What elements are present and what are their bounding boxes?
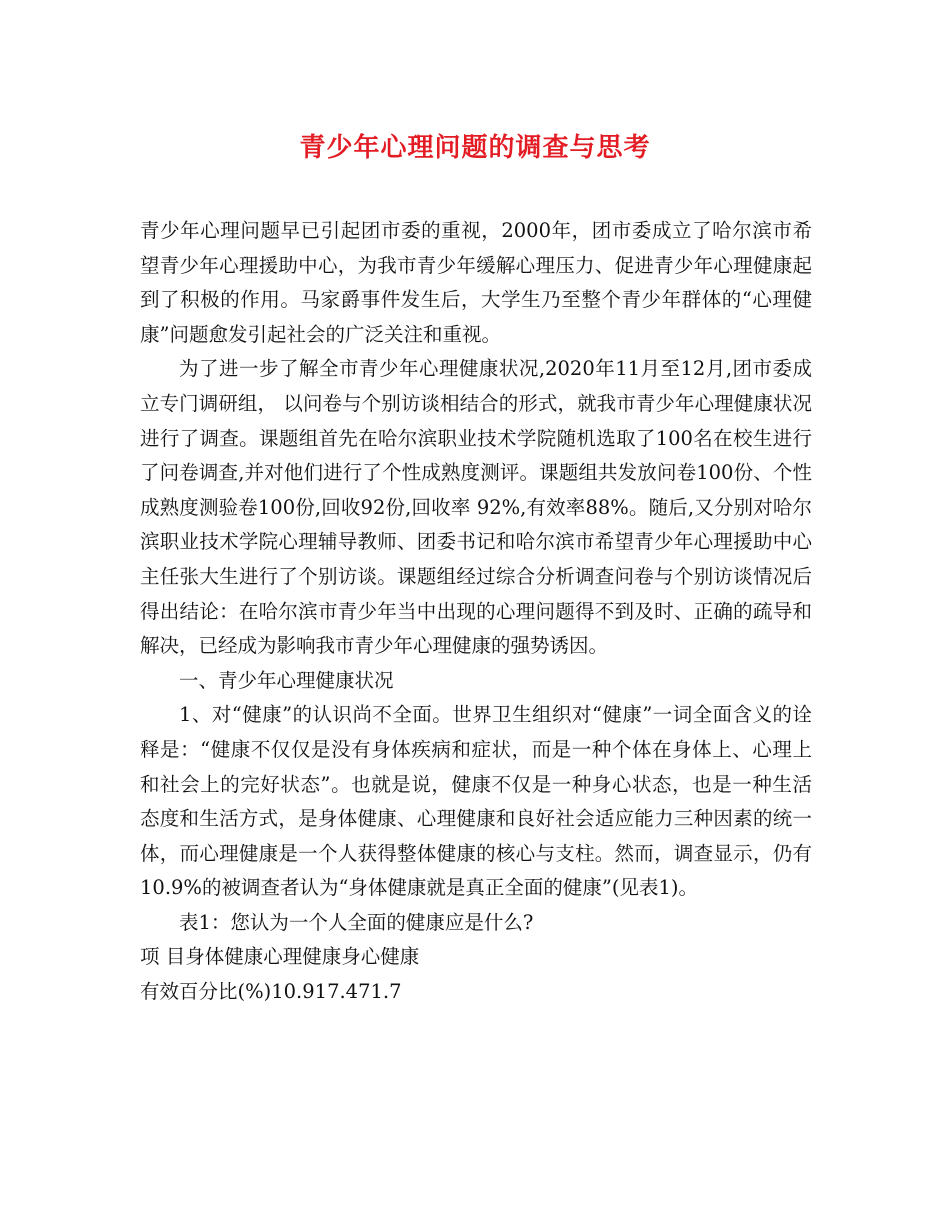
intro-paragraph: 青少年心理问题早已引起团市委的重视，2000年，团市委成立了哈尔滨市希望青少年心理援助中心，为我市青少年缓解心理压力、促进青少年心理健康起到了积极的作用。马家爵事件发生后，大学生乃至整个青少年群体的“心理健康”问题愈发引起社会的广泛关注和重视。: [140, 219, 812, 346]
health-awareness-paragraph: 1、对“健康”的认识尚不全面。世界卫生组织对“健康”一词全面含义的诠释是：“健康不仅仅是没有身体疾病和症状，而是一种个体在身体上、心理上和社会上的完好状态”。也就是说，健康不仅是一种身心状态，也是一种生活态度和生活方式，是身体健康、心理健康和良好社会适应能力三种因素的统一体，而心理健康是一个人获得整体健康的核心与支柱。然而，调查显示，仍有10.9%的被调查者认为“身体健康就是真正全面的健康”(见表1)。: [140, 703, 812, 900]
table-caption: 表1：您认为一个人全面的健康应是什么?: [179, 910, 534, 934]
table-header-row: 项 目身体健康心理健康身心健康: [140, 945, 420, 969]
document-body: [140, 214, 812, 1010]
survey-method-paragraph: 为了进一步了解全市青少年心理健康状况,2020年11月至12月,团市委成立专门调研组， 以问卷与个别访谈相结合的形式，就我市青少年心理健康状况进行了调查。课题组首先在哈尔滨职业技术学院随机选取了100名在校生进行了问卷调查,并对他们进行了个性成熟度测评。课题组共发放问卷100份、个性成熟度测验卷100份,回收92份,回收率 92%,有效率88%。随后,又分别对哈尔滨职业技术学院心理辅导教师、团委书记和哈尔滨市希望青少年心理援助中心主任张大生进行了个别访谈。课题组经过综合分析调查问卷与个别访谈情况后得出结论：在哈尔滨市青少年当中出现的心理问题得不到及时、正确的疏导和解决，已经成为影响我市青少年心理健康的强势诱因。: [140, 357, 812, 658]
section-heading: 一、青少年心理健康状况: [179, 668, 394, 692]
document-title: 青少年心理问题的调查与思考: [299, 133, 651, 163]
table-value-row: 有效百分比(%)10.917.471.7: [140, 980, 402, 1004]
